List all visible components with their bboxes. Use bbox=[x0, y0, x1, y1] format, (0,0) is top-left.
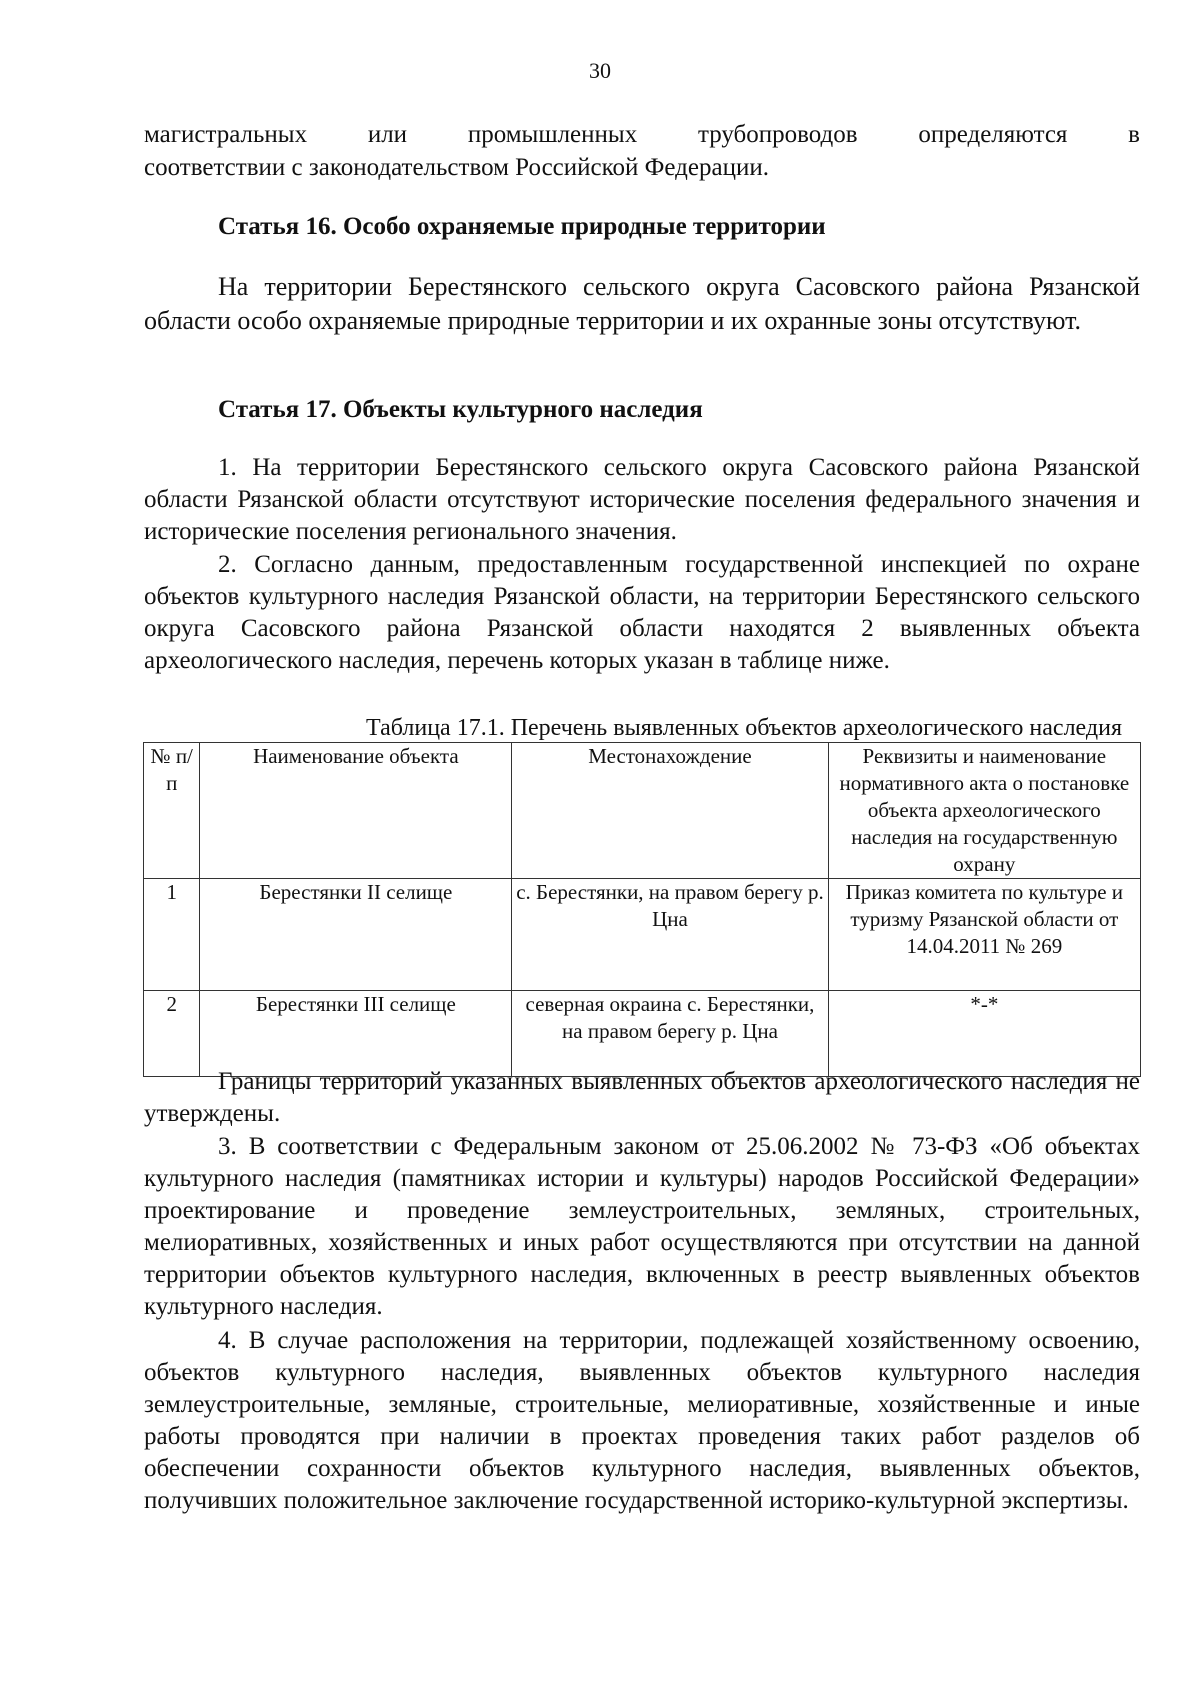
page-number: 30 bbox=[589, 58, 611, 83]
article-16-text: На территории Берестянского сельского округа Сасовского района Рязанской области особо охраняемые природные территории и их охранные зоны отсутствуют. bbox=[144, 272, 1140, 335]
header-number: № п/п bbox=[144, 743, 200, 879]
cell-number: 1 bbox=[144, 879, 200, 991]
table-header-row bbox=[144, 743, 1141, 879]
article-17-paragraph-3: 3. В соответствии с Федеральным законом от 25.06.2002 № 73-ФЗ «Об объектах культурного наследия (памятниках истории и культуры) народов Российской Федерации» проектирование и проведение землеустроительных, земляных, строительных, мелиоративных, хозяйственных и иных работ осуществляются при отсутствии на данной территории объектов культурного наследия, включенных в реестр выявленных объектов культурного наследия. bbox=[144, 1133, 1140, 1320]
table-row bbox=[144, 879, 1141, 991]
table-row bbox=[144, 991, 1141, 1077]
cell-object-name: Берестянки III селище bbox=[200, 991, 512, 1077]
article-17-paragraph-2: 2. Согласно данным, предоставленным государственной инспекцией по охране объектов культурного наследия Рязанской области, на территории Берестянского сельского округа Сасовского района Рязанской области находятся 2 выявленных объекта археологического наследия, перечень которых указан в таблице ниже. bbox=[144, 551, 1140, 674]
header-legal-act: Реквизиты и наименование нормативного акта о постановке объекта археологического наследия на государственную охрану bbox=[828, 743, 1140, 879]
header-object-name: Наименование объекта bbox=[200, 743, 512, 879]
cell-legal-act: *-* bbox=[828, 991, 1140, 1077]
cell-location: северная окраина с. Берестянки, на правом берегу р. Цна bbox=[512, 991, 828, 1077]
cell-number: 2 bbox=[144, 991, 200, 1077]
intro-line-1: магистральных или промышленных трубопроводов определяются в bbox=[144, 121, 1140, 148]
article-17-paragraph-4: 4. В случае расположения на территории, подлежащей хозяйственному освоению, объектов культурного наследия, выявленных объектов культурного наследия землеустроительные, земляные, строительные, мелиоративные, хозяйственные и иные работы проводятся при наличии в проектах проведения таких работ разделов об обеспечении сохранности объектов культурного наследия, выявленных объектов, получивших положительное заключение государственной историко-культурной экспертизы. bbox=[144, 1327, 1140, 1514]
cell-legal-act: Приказ комитета по культуре и туризму Рязанской области от 14.04.2011 № 269 bbox=[828, 879, 1140, 991]
article-16-heading: Статья 16. Особо охраняемые природные территории bbox=[218, 213, 826, 240]
cell-location: с. Берестянки, на правом берегу р. Цна bbox=[512, 879, 828, 991]
header-location: Местонахождение bbox=[512, 743, 828, 879]
article-17-paragraph-1: 1. На территории Берестянского сельского округа Сасовского района Рязанской области Рязанской области отсутствуют исторические поселения федерального значения и исторические поселения регионального значения. bbox=[144, 454, 1140, 545]
table-caption: Таблица 17.1. Перечень выявленных объектов археологического наследия bbox=[366, 715, 1122, 741]
intro-paragraph bbox=[144, 118, 1140, 184]
archaeology-objects-table bbox=[143, 742, 1141, 1077]
intro-line-2: соответствии с законодательством Российской Федерации. bbox=[144, 154, 769, 181]
cell-object-name: Берестянки II селище bbox=[200, 879, 512, 991]
article-17-heading: Статья 17. Объекты культурного наследия bbox=[218, 396, 703, 423]
after-table-paragraph: Границы территорий указанных выявленных объектов археологического наследия не утверждены. bbox=[144, 1068, 1140, 1127]
